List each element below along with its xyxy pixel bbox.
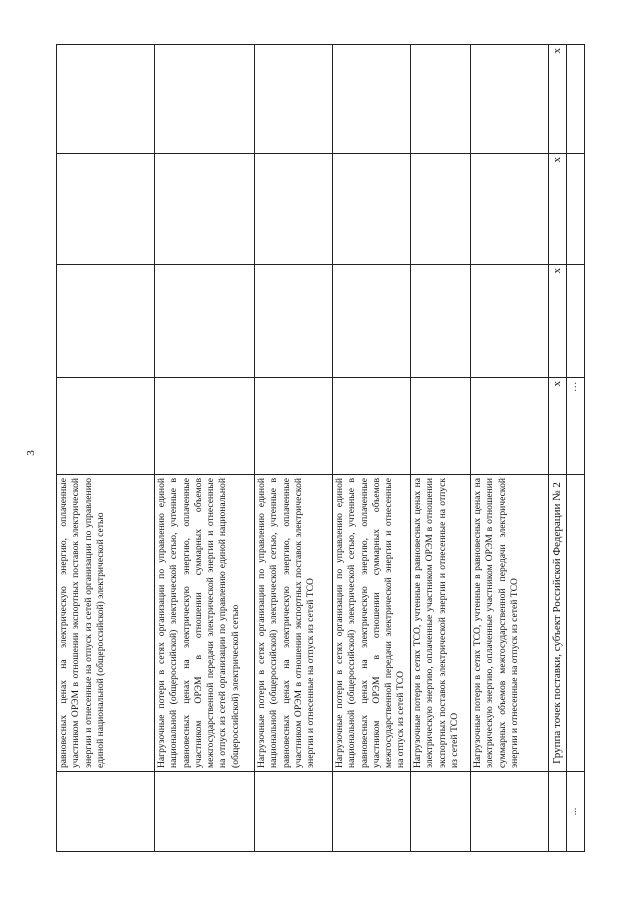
row-description: Нагрузочные потери в сетях ТСО, учтенные в равновесных ценах на электрическую энергию, оплаченные участником ОРЭМ в отношении суммарных объемов межгосударственной передачи электрической энергии и отнесенные на отпуск из сетей ТСО [471,475,549,772]
value-cell [411,154,471,265]
row-description: Нагрузочные потери в сетях ТСО, учтенные в равновесных ценах на электрическую энергию, оплаченные участником ОРЭМ в отношении экспортных поставок электрической энергии и отнесенные на отпуск из сетей ТСО [411,475,471,772]
x-mark: x [549,378,567,475]
value-cell [411,265,471,378]
value-cell [333,154,411,265]
value-cell [255,154,333,265]
value-cell [471,378,549,475]
empty-cell [567,45,585,154]
group-title: Группа точек поставки, субъект Российской Федерации № 2 [549,475,567,772]
table-row [333,45,411,852]
value-cell [471,45,549,154]
page-number: 3 [24,450,37,456]
table-row [411,45,471,852]
value-cell [471,265,549,378]
group-row [549,45,567,852]
value-cell [57,265,155,378]
value-cell [155,378,255,475]
table-row [57,45,155,852]
value-cell [255,265,333,378]
value-cell [57,378,155,475]
empty-cell [333,772,411,852]
empty-cell [411,772,471,852]
rotated-table-page [56,45,584,852]
value-cell [333,45,411,154]
empty-cell [567,265,585,378]
table-row [255,45,333,852]
row-description: равновесных ценах на электрическую энергию, оплаченные участником ОРЭМ в отношении экспортных поставок электрической энергии и отнесенные на отпуск из сетей организации по управлению единой национальной (общероссийской) электрической сетью [57,475,155,772]
value-cell [333,378,411,475]
value-cell [333,265,411,378]
value-cell [155,265,255,378]
value-cell [471,154,549,265]
empty-cell [155,772,255,852]
value-cell [411,45,471,154]
empty-cell [471,772,549,852]
value-cell [57,45,155,154]
x-mark: x [549,45,567,154]
empty-cell [549,772,567,852]
value-cell [411,378,471,475]
value-cell [57,154,155,265]
ellipsis-cell: ... [567,772,585,852]
value-cell [255,45,333,154]
x-mark: x [549,154,567,265]
losses-table [56,44,585,852]
empty-cell [255,772,333,852]
empty-cell [567,154,585,265]
value-cell [155,154,255,265]
empty-cell [57,772,155,852]
x-mark: x [549,265,567,378]
row-description: Нагрузочные потери в сетях организации по управлению единой национальной (общероссийской) электрической сетью, учтенные в равновесных ценах на электрическую энергию, оплаченные участником ОРЭМ в отношении экспортных поставок электрической энергии и отнесенные на отпуск из сетей ТСО [255,475,333,772]
empty-cell [567,475,585,772]
row-description: Нагрузочные потери в сетях организации по управлению единой национальной (общероссийской) электрической сетью, учтенные в равновесных ценах на электрическую энергию, оплаченные участником ОРЭМ в отношении суммарных объемов межгосударственной передачи электрической энергии и отнесенные на отпуск из сетей организации по управлению единой национальной (общероссийской) электрической сетью [155,475,255,772]
table-row [471,45,549,852]
table-row [155,45,255,852]
ellipsis-cell: ... [567,378,585,475]
value-cell [255,378,333,475]
row-description: Нагрузочные потери в сетях организации по управлению единой национальной (общероссийской) электрической сетью, учтенные в равновесных ценах на электрическую энергию, оплаченные участником ОРЭМ в отношении суммарных объемов межгосударственной передачи электрической энергии и отнесенные на отпуск из сетей ТСО [333,475,411,772]
value-cell [155,45,255,154]
ellipsis-row [567,45,585,852]
